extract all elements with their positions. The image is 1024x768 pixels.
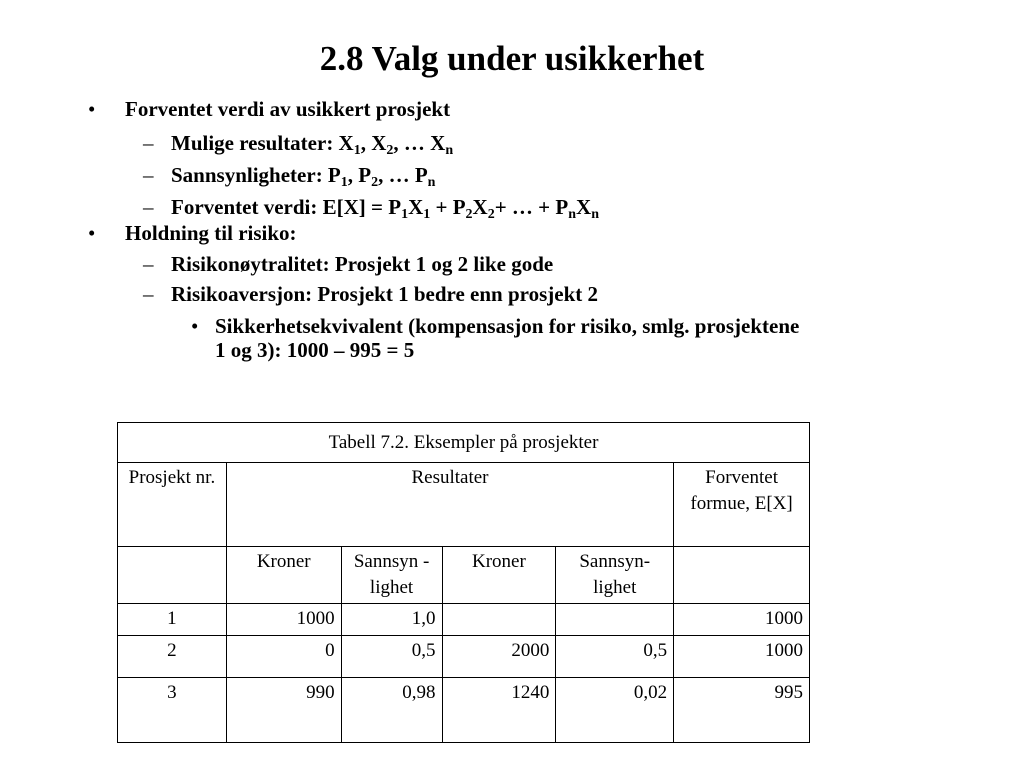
- table-row: [118, 636, 810, 678]
- bullet-dash: –: [143, 252, 154, 276]
- bullet-dash: –: [143, 131, 154, 155]
- cell-project: 3: [118, 678, 227, 743]
- cell-probability-1: 0,98: [341, 678, 442, 743]
- cell-probability-2: [556, 604, 674, 636]
- cell-probability-1: 1,0: [341, 604, 442, 636]
- table-row: [118, 604, 810, 636]
- bullet-dot: •: [88, 221, 96, 245]
- bullet-dash: –: [143, 163, 154, 187]
- cell-expected: 1000: [674, 636, 810, 678]
- header-project-number: Prosjekt nr.: [118, 463, 227, 547]
- bullet-text: Holdning til risiko:: [125, 221, 297, 245]
- table-row: [118, 678, 810, 743]
- bullet-dash: –: [143, 195, 154, 219]
- bullet-text: 1 og 3): 1000 – 995 = 5: [215, 338, 415, 362]
- cell-project: 1: [118, 604, 227, 636]
- cell-kroner-1: 0: [226, 636, 341, 678]
- bullet-text: Sikkerhetsekvivalent (kompensasjon for risiko, smlg. prosjektene: [215, 314, 800, 338]
- bullet-text: Forventet verdi: $E[X] = P_1X_1 + P_2X_2+$ … + $P_nX_n$: [171, 195, 599, 222]
- table-caption: Tabell 7.2. Eksempler på prosjekter: [118, 423, 810, 463]
- cell-kroner-1: 1000: [226, 604, 341, 636]
- slide-title: 2.8 Valg under usikkerhet: [319, 39, 705, 78]
- projects-table: [117, 422, 810, 743]
- cell-expected: 1000: [674, 604, 810, 636]
- cell-probability-2: 0,02: [556, 678, 674, 743]
- cell-expected: 995: [674, 678, 810, 743]
- cell-probability-1: 0,5: [341, 636, 442, 678]
- subheader-empty: [674, 547, 810, 604]
- bullet-text: Mulige resultater: $X_1$, $X_2$, … $X_n$: [171, 131, 454, 158]
- bullet-text: Risikonøytralitet: Prosjekt 1 og 2 like gode: [171, 252, 554, 276]
- cell-project: 2: [118, 636, 227, 678]
- cell-kroner-2: 1240: [442, 678, 556, 743]
- subheader-kroner-2: Kroner: [442, 547, 556, 604]
- subheader-empty: [118, 547, 227, 604]
- cell-probability-2: 0,5: [556, 636, 674, 678]
- header-results: Resultater: [226, 463, 673, 547]
- bullet-dot: •: [88, 97, 96, 121]
- bullet-text: Forventet verdi av usikkert prosjekt: [125, 97, 451, 121]
- header-expected-wealth: Forventet formue, E[X]: [674, 463, 810, 547]
- cell-kroner-2: 2000: [442, 636, 556, 678]
- bullet-dash: –: [143, 282, 154, 306]
- cell-kroner-2: [442, 604, 556, 636]
- bullet-text: Risikoaversjon: Prosjekt 1 bedre enn prosjekt 2: [171, 282, 598, 306]
- bullet-dot: •: [191, 314, 199, 338]
- bullet-text: Sannsynligheter: $P_1$, $P_2$, … $P_n$: [171, 163, 436, 190]
- cell-kroner-1: 990: [226, 678, 341, 743]
- subheader-kroner-1: Kroner: [226, 547, 341, 604]
- subheader-probability-1: Sannsyn -lighet: [341, 547, 442, 604]
- subheader-probability-2: Sannsyn- lighet: [556, 547, 674, 604]
